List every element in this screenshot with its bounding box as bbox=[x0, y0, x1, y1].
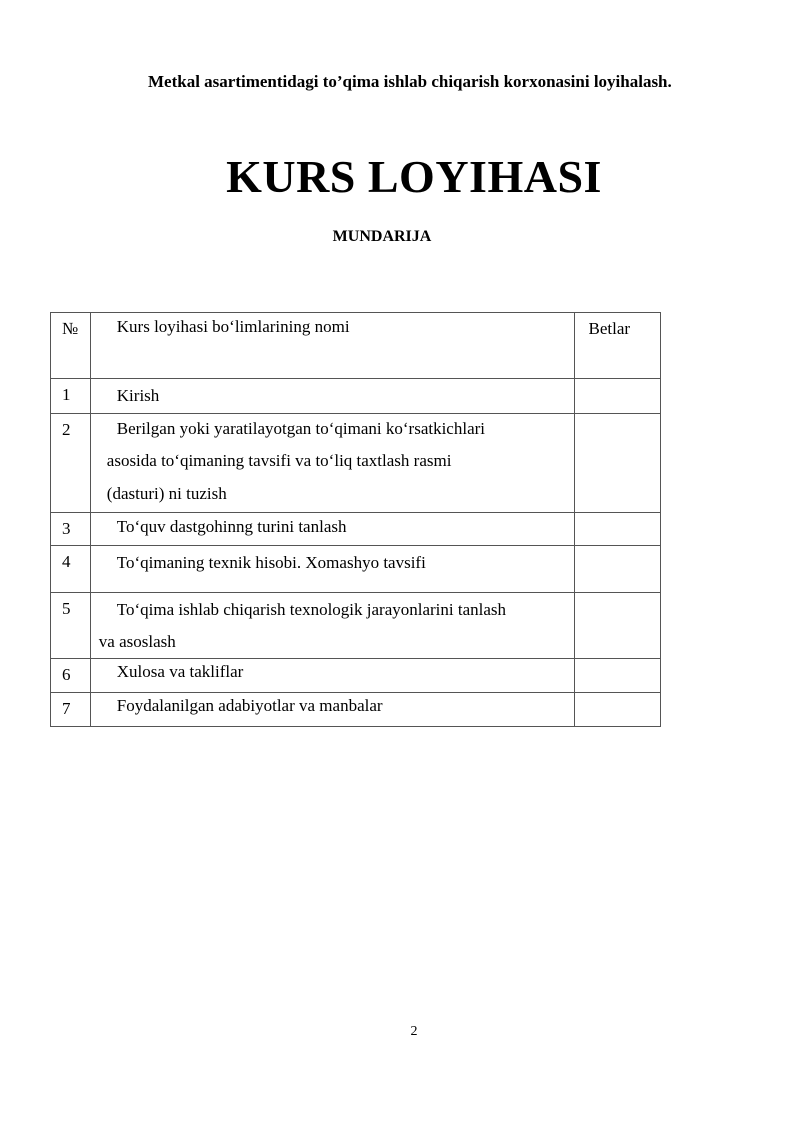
header-name-label: Kurs loyihasi bo‘limlarining nomi bbox=[116, 317, 350, 336]
row-number: 4 bbox=[51, 546, 91, 593]
table-row bbox=[51, 659, 661, 693]
header-pages: Betlar bbox=[574, 313, 660, 379]
table-row bbox=[51, 693, 661, 727]
row-title bbox=[90, 513, 574, 546]
table-row bbox=[51, 379, 661, 414]
row-title bbox=[90, 659, 574, 693]
table-header-row bbox=[51, 313, 661, 379]
row-title bbox=[90, 593, 574, 659]
row-number: 6 bbox=[51, 659, 91, 693]
document-title: KURS LOYIHASI bbox=[226, 151, 602, 202]
row-title-line: To‘quv dastgohinng turini tanlash bbox=[116, 517, 347, 536]
row-pages bbox=[574, 379, 660, 414]
row-pages bbox=[574, 414, 660, 513]
document-subtitle: Metkal asartimentidagi to’qima ishlab chiqarish korxonasini loyihalash. bbox=[148, 72, 672, 91]
table-row bbox=[51, 414, 661, 513]
row-number: 1 bbox=[51, 379, 91, 414]
row-title bbox=[90, 546, 574, 593]
row-pages bbox=[574, 593, 660, 659]
row-title-line: Kirish bbox=[116, 386, 160, 405]
row-title-line: To‘qimaning texnik hisobi. Xomashyo tavsifi bbox=[116, 553, 426, 572]
row-title-line: To‘qima ishlab chiqarish texnologik jarayonlarini tanlash bbox=[116, 600, 507, 619]
row-pages bbox=[574, 659, 660, 693]
table-row bbox=[51, 593, 661, 659]
row-title-line: va asoslash bbox=[98, 632, 176, 651]
row-title-line: asosida to‘qimaning tavsifi va to‘liq taxtlash rasmi bbox=[106, 451, 452, 470]
toc-heading: MUNDARIJA bbox=[332, 228, 432, 245]
page-number: 2 bbox=[410, 1024, 418, 1039]
row-number: 7 bbox=[51, 693, 91, 727]
row-title-line: (dasturi) ni tuzish bbox=[106, 484, 227, 503]
row-title bbox=[90, 414, 574, 513]
row-title bbox=[90, 379, 574, 414]
row-number: 5 bbox=[51, 593, 91, 659]
row-pages bbox=[574, 693, 660, 727]
table-row bbox=[51, 546, 661, 593]
row-title-line: Foydalanilgan adabiyotlar va manbalar bbox=[116, 696, 383, 715]
header-name bbox=[90, 313, 574, 379]
row-pages bbox=[574, 546, 660, 593]
row-pages bbox=[574, 513, 660, 546]
toc-table bbox=[50, 312, 661, 727]
table-row bbox=[51, 513, 661, 546]
row-number: 3 bbox=[51, 513, 91, 546]
row-title-line: Xulosa va takliflar bbox=[116, 662, 244, 681]
row-title bbox=[90, 693, 574, 727]
row-title-line: Berilgan yoki yaratilayotgan to‘qimani ko‘rsatkichlari bbox=[116, 419, 486, 438]
row-number: 2 bbox=[51, 414, 91, 513]
header-number: № bbox=[51, 313, 91, 379]
